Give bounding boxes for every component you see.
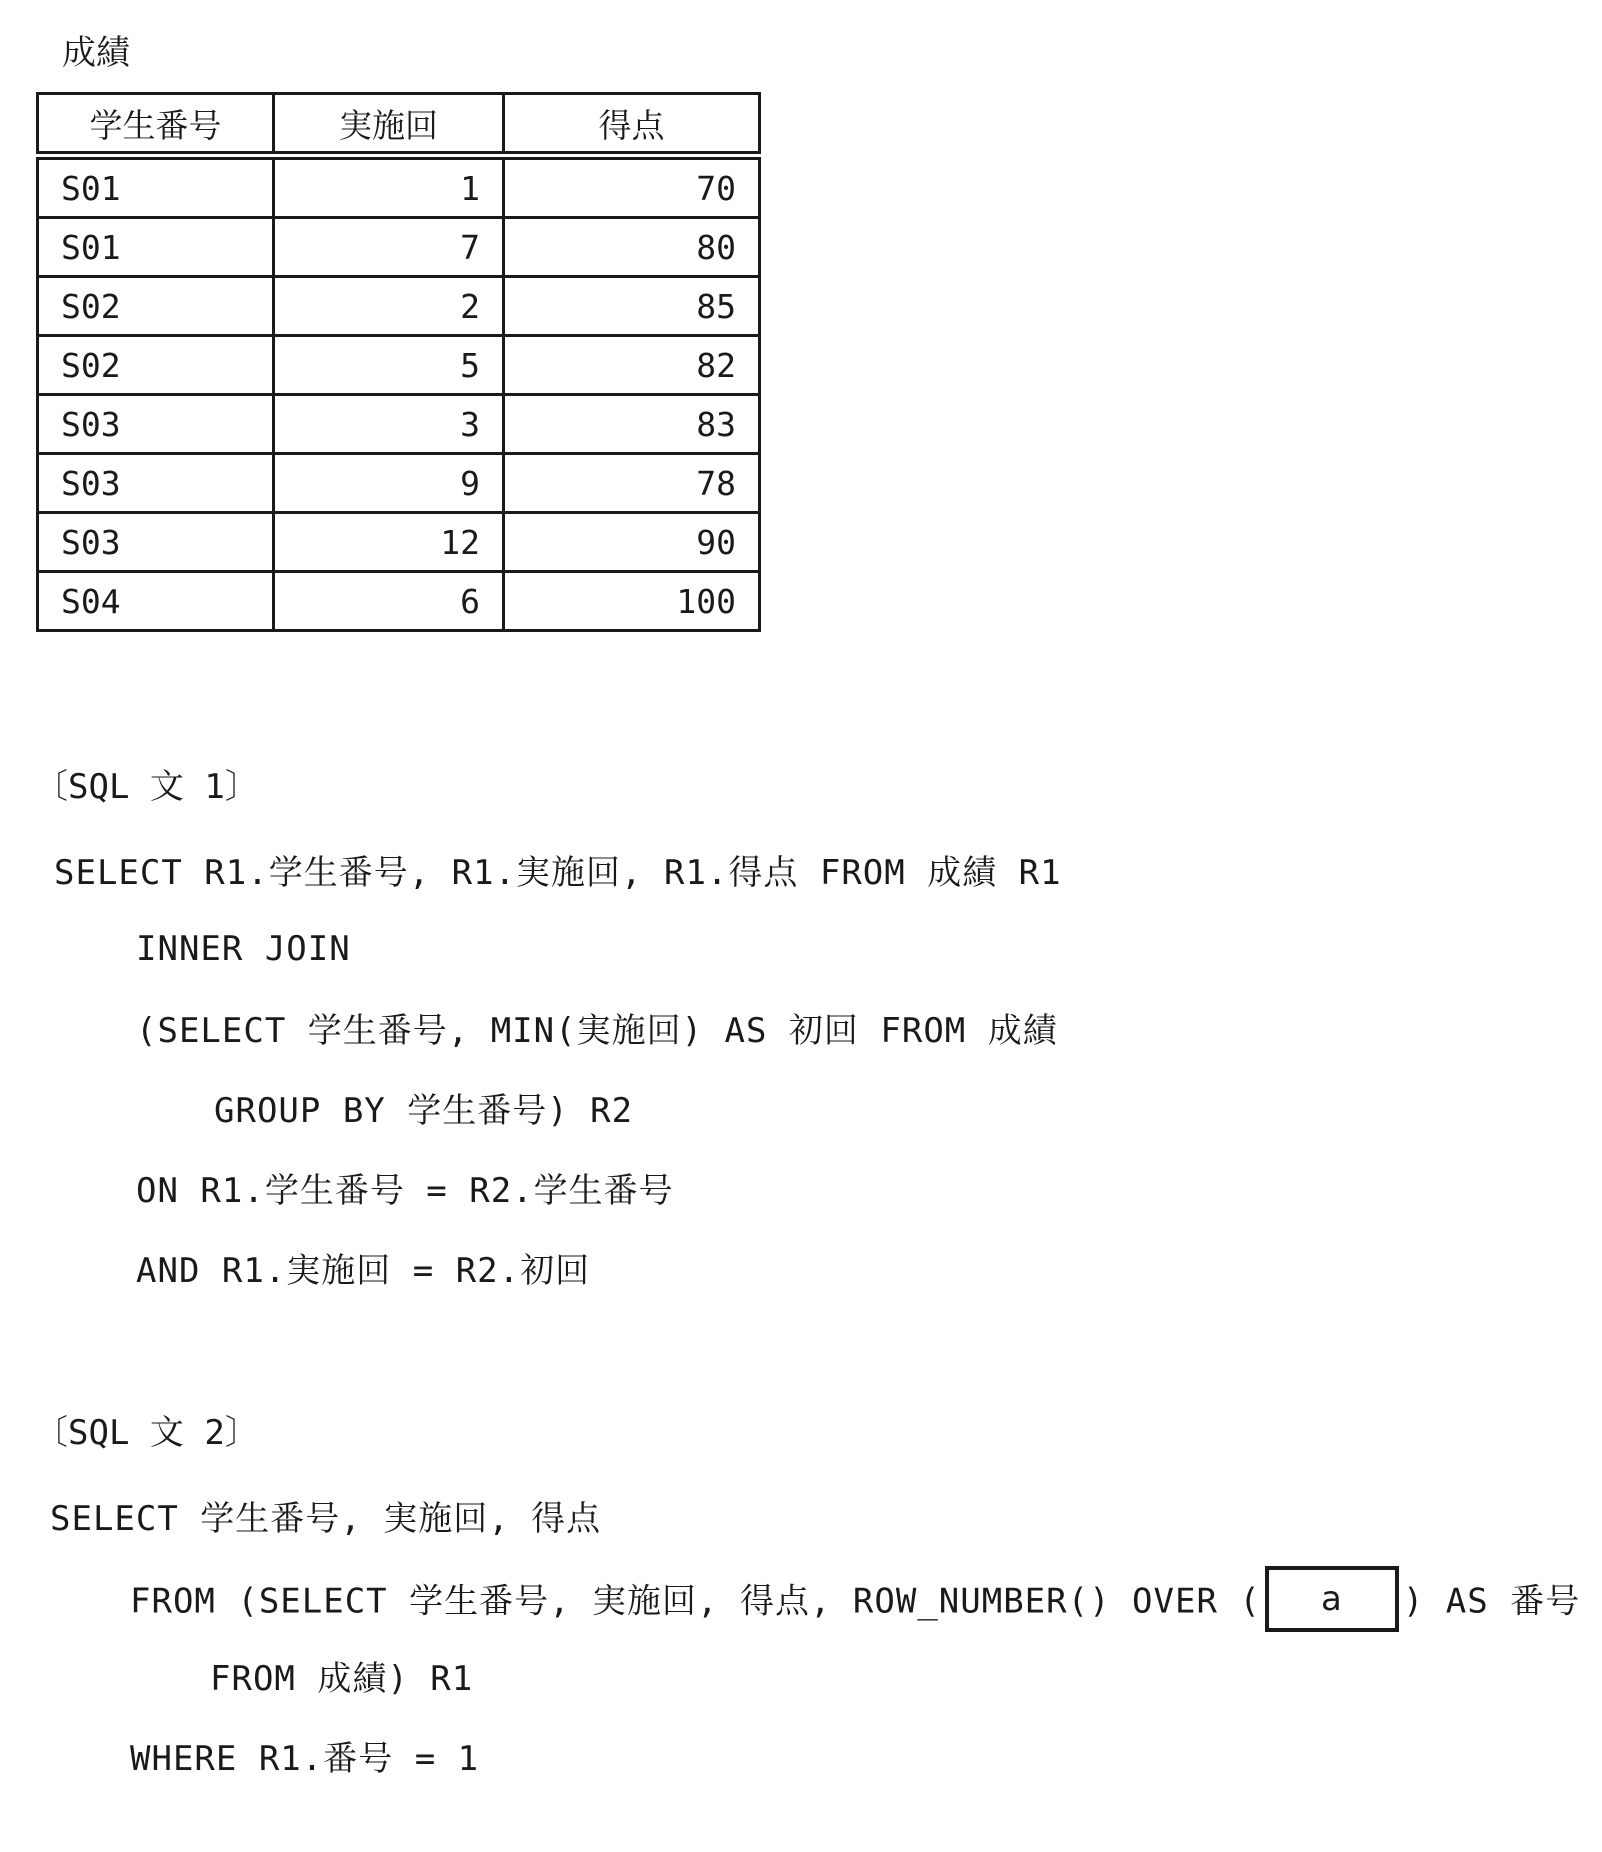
cell-score: 83 [504,395,760,454]
sql1-line-group-by: GROUP BY 学生番号) R2 [214,1091,634,1131]
sql2-heading: 〔SQL 文 2〕 [34,1413,259,1453]
sql1-line-select: SELECT R1.学生番号, R1.実施回, R1.得点 FROM 成績 R1 [54,853,1062,893]
cell-score: 80 [504,218,760,277]
cell-attempt: 9 [274,454,504,513]
cell-score: 100 [504,572,760,631]
sql2-line-select: SELECT 学生番号, 実施回, 得点 [50,1499,602,1539]
sql2-line-where: WHERE R1.番号 = 1 [130,1739,480,1779]
table-row [38,513,760,572]
table-row [38,454,760,513]
cell-score: 78 [504,454,760,513]
table-row [38,395,760,454]
cell-score: 82 [504,336,760,395]
sql2-line-from-after: ) AS 番号 [1402,1581,1581,1622]
table-header-row [38,94,760,156]
cell-student-id: S04 [38,572,274,631]
table-caption: 成績 [62,33,130,73]
sql1-heading: 〔SQL 文 1〕 [34,767,259,807]
cell-student-id: S03 [38,513,274,572]
cell-attempt: 3 [274,395,504,454]
cell-attempt: 2 [274,277,504,336]
table-row [38,572,760,631]
sql2-line-from-table: FROM 成績) R1 [210,1659,474,1699]
table-row [38,336,760,395]
blank-a-box: a [1265,1566,1399,1632]
sql1-line-inner-join: INNER JOIN [136,929,351,969]
table-row [38,277,760,336]
table-row [38,156,760,218]
header-student-id: 学生番号 [38,94,274,156]
cell-student-id: S02 [38,277,274,336]
cell-attempt: 6 [274,572,504,631]
sql1-line-on: ON R1.学生番号 = R2.学生番号 [136,1171,674,1211]
header-attempt: 実施回 [274,94,504,156]
score-table [36,92,761,632]
cell-attempt: 12 [274,513,504,572]
cell-score: 90 [504,513,760,572]
sql1-line-subquery: (SELECT 学生番号, MIN(実施回) AS 初回 FROM 成績 [136,1011,1058,1051]
cell-attempt: 5 [274,336,504,395]
sql2-line-from [130,1574,1580,1632]
cell-student-id: S02 [38,336,274,395]
cell-attempt: 7 [274,218,504,277]
cell-attempt: 1 [274,156,504,218]
cell-student-id: S03 [38,454,274,513]
cell-student-id: S01 [38,218,274,277]
sql1-line-and: AND R1.実施回 = R2.初回 [136,1251,591,1291]
sql2-line-from-before: FROM (SELECT 学生番号, 実施回, 得点, ROW_NUMBER() OVER ( [130,1581,1261,1622]
cell-score: 85 [504,277,760,336]
cell-student-id: S01 [38,156,274,218]
table-row [38,218,760,277]
cell-score: 70 [504,156,760,218]
cell-student-id: S03 [38,395,274,454]
header-score: 得点 [504,94,760,156]
